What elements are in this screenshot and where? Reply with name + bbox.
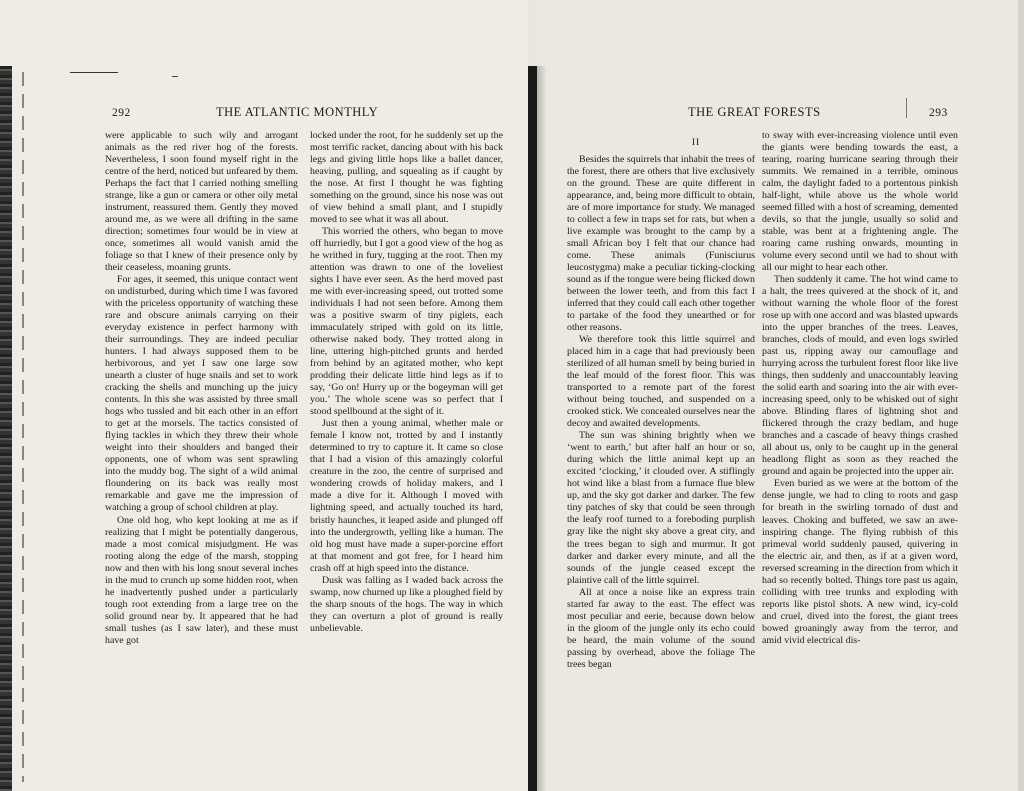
page-edge-left <box>0 66 12 791</box>
paragraph: Just then a young animal, whether male or female I know not, trotted by and I instantly determined to try to capture it. It came so close that I had a vision of this amazingly colorful creature in the zoo, the centre of surprised and wondering crowds of holiday makers, and I made a dive for it. Although I moved with lightning speed, and actually touched its hard, bristly haunches, it leaped aside and plunged off into the undergrowth, yelling like a human. The old hog must have made a super-porcine effort at that moment and got free, for I heard him crash off at high speed into the distance. <box>310 418 503 574</box>
paragraph: One old hog, who kept looking at me as if realizing that I might be potentially dangerous, made a most comical misjudgment. He was rooting along the edge of the marsh, stopping now and then with his long snout several inches in the mud to crunch up some hidden root, when he inadvertently pushed under a particularly tough root extending from a large tree on the solid ground near by. It appeared that he had small tushes (as I saw later), and these must have got <box>105 514 298 646</box>
pencil-mark <box>906 98 907 118</box>
left-column-1 <box>105 130 298 647</box>
right-column-1 <box>567 154 755 671</box>
paragraph: All at once a noise like an express train started far away to the east. The effect was most peculiar and eerie, because down below in the gloom of the jungle only its echo could be heard, the main volume of the sound passing by overhead, above the foliage The trees began <box>567 586 755 670</box>
paragraph: Besides the squirrels that inhabit the trees of the forest, there are others that live exclusively on the ground. These are quite different in appearance, and, being more difficult to obtain, are of more importance for study. We managed to collect a few in traps set for rats, but when a live example was brought to the camp by a small African boy I felt that our chance had come. These animals (Funisciurus leucostygma) make a peculiar ticking-clocking sound as if the tongue were being flicked down between the lower teeth, and from this fact I inferred that they could call each other together to partake of the food they unearthed or for other reasons. <box>567 154 755 334</box>
page-edge-right <box>1018 0 1024 791</box>
paragraph: Dusk was falling as I waded back across the swamp, now churned up like a ploughed field by the sharp snouts of the hogs. The way in which they can overturn a plot of ground is really unbelievable. <box>310 574 503 634</box>
paragraph: Then suddenly it came. The hot wind came to a halt, the trees quivered at the shock of it, and without warning the whole floor of the forest rose up with one accord and was blasted upwards into the upper branches of the trees. Leaves, branches, clods of mould, and even logs swirled past us, ripping away our camouflage and hurrying across the turbulent forest floor like live things, then suddenly and unaccountably leaving the solid earth and soaring into the air with ever-increasing speed, only to be whisked out of sight above. Blinding flares of lightning shot and flickered through the crazy bedlam, and huge branches and a cascade of heavy things crashed all about us, only to be caught up in the general headlong flight as soon as they reached the ground and again be projected into the upper air. <box>762 274 958 478</box>
page-number-left: 292 <box>112 107 131 119</box>
pencil-mark <box>172 76 178 77</box>
paragraph: to sway with ever-increasing violence until even the giants were bending towards the east, a tearing, roaring hurricane searing through their summits. We remained in a terrible, ominous calm, the daylight faded to a portentous pinkish half-light, while above us the whole world seemed filled with a host of screaming, demented devils, so that the jungle, usually so solid and stable, was bent at a frightening angle. The roaring came rushing onwards, mounting in volume every second until we had to shout with all our might to hear each other. <box>762 130 958 274</box>
paragraph: Even buried as we were at the bottom of the dense jungle, we had to cling to roots and gasp for breath in the swirling tornado of dust and leaves. Choking and buffeted, we saw an awe-inspiring change. The flying rubbish of this primeval world suddenly paused, quivering in the electric air, and then, as if at a given word, reversed screaming in the direction from which it had so recently bolted. Things tore past us again, colliding with tree trunks and exploding with reports like pistol shots. A new wind, icy-cold and cruel, dived into the forest, the giant trees bowed groaningly away from the terror, and amid vivid electrical dis- <box>762 478 958 646</box>
gutter-shadow <box>537 66 547 791</box>
running-head-right: THE GREAT FORESTS <box>688 105 821 119</box>
book-gutter <box>528 66 537 791</box>
page-number-right: 293 <box>929 107 948 119</box>
left-column-2 <box>310 130 503 635</box>
paragraph: For ages, it seemed, this unique contact went on undisturbed, during which time I was favored with the priceless opportunity of watching these rare and obscure animals carrying on their everyday existence in perfect harmony with their surroundings. They are indeed peculiar hunters. I had always supposed them to be herbivorous, and yet I saw one large sow unearth a cluster of huge snails and set to work cracking the shells and munching up the juicy contents. In this she was assisted by three small hogs who tussled and bit each other in an effort to get at the morsels. The tactics consisted of flying tackles in which they threw their whole weight into their shoulders and banged their opponents, one of whom was sent sprawling into the muddy bog. The sight of a wild animal floundering on its back was really most remarkable and gave me the impression of watching a group of school children at play. <box>105 274 298 514</box>
paragraph: were applicable to such wily and arrogant animals as the red river hog of the forests. Nevertheless, I soon found myself right in the centre of the herd, noticed but unfeared by them. Perhaps the fact that I carried nothing smelling strange, like a gun or camera or other oily metal instrument, reassured them. Gently they moved around me, as we were all drifting in the same direction; sometimes four would be in view at once, sometimes all would vanish amid the foliage so that I knew of their presence only by their ceaseless, moaning grunts. <box>105 130 298 274</box>
pencil-mark <box>70 72 118 73</box>
paragraph: The sun was shining brightly when we ‘went to earth,’ but after half an hour or so, during which the little animal kept up an excited ‘clocking,’ it clouded over. A stiflingly hot wind like a blast from a furnace flue blew up, and the sky got darker and darker. The few tiny patches of sky that could be seen through the leafy roof turned to a foreboding purplish gray like the night sky above a great city, and the trees began to sigh and murmur. It got darker and darker every minute, and all the sounds of the jungle ceased except the plaintive call of the little squirrel. <box>567 430 755 586</box>
paragraph: locked under the root, for he suddenly set up the most terrific racket, dancing about with his back legs and giving little hops like a ballet dancer, heaving, pulling, and squealing as if caught by the nose. At first I thought he was fighting something on the ground, since his nose was out of view behind a small plant, and I stupidly moved to see what it was all about. <box>310 130 503 226</box>
page-edge-shadow <box>22 72 24 782</box>
paragraph: This worried the others, who began to move off hurriedly, but I got a good view of the hog as he writhed in fury, tugging at the root. Then my attention was drawn to one of the loveliest sights I have ever seen. As the herd moved past me with ever-increasing speed, out trotted some individuals I had not seen before. Among them was a positive swarm of tiny piglets, each immaculately striped with gold on its little, otherwise naked body. They trotted along in line, uttering high-pitched grunts and herded from behind by an agitated mother, who kept prodding their delicate little hind legs as if to say, ‘Go on! Hurry up or the bogeyman will get you.’ The whole scene was so perfect that I stood spellbound at the sight of it. <box>310 226 503 418</box>
paragraph: We therefore took this little squirrel and placed him in a cage that had previously been sterilized of all human smell by being buried in the leaf mould of the forest floor. This was transported to a remote part of the forest without being touched, and suspended on a crooked stick. We concealed ourselves near the decoy and awaited developments. <box>567 334 755 430</box>
running-head-left: THE ATLANTIC MONTHLY <box>216 105 379 119</box>
right-column-2 <box>762 130 958 647</box>
section-number: II <box>691 138 701 148</box>
